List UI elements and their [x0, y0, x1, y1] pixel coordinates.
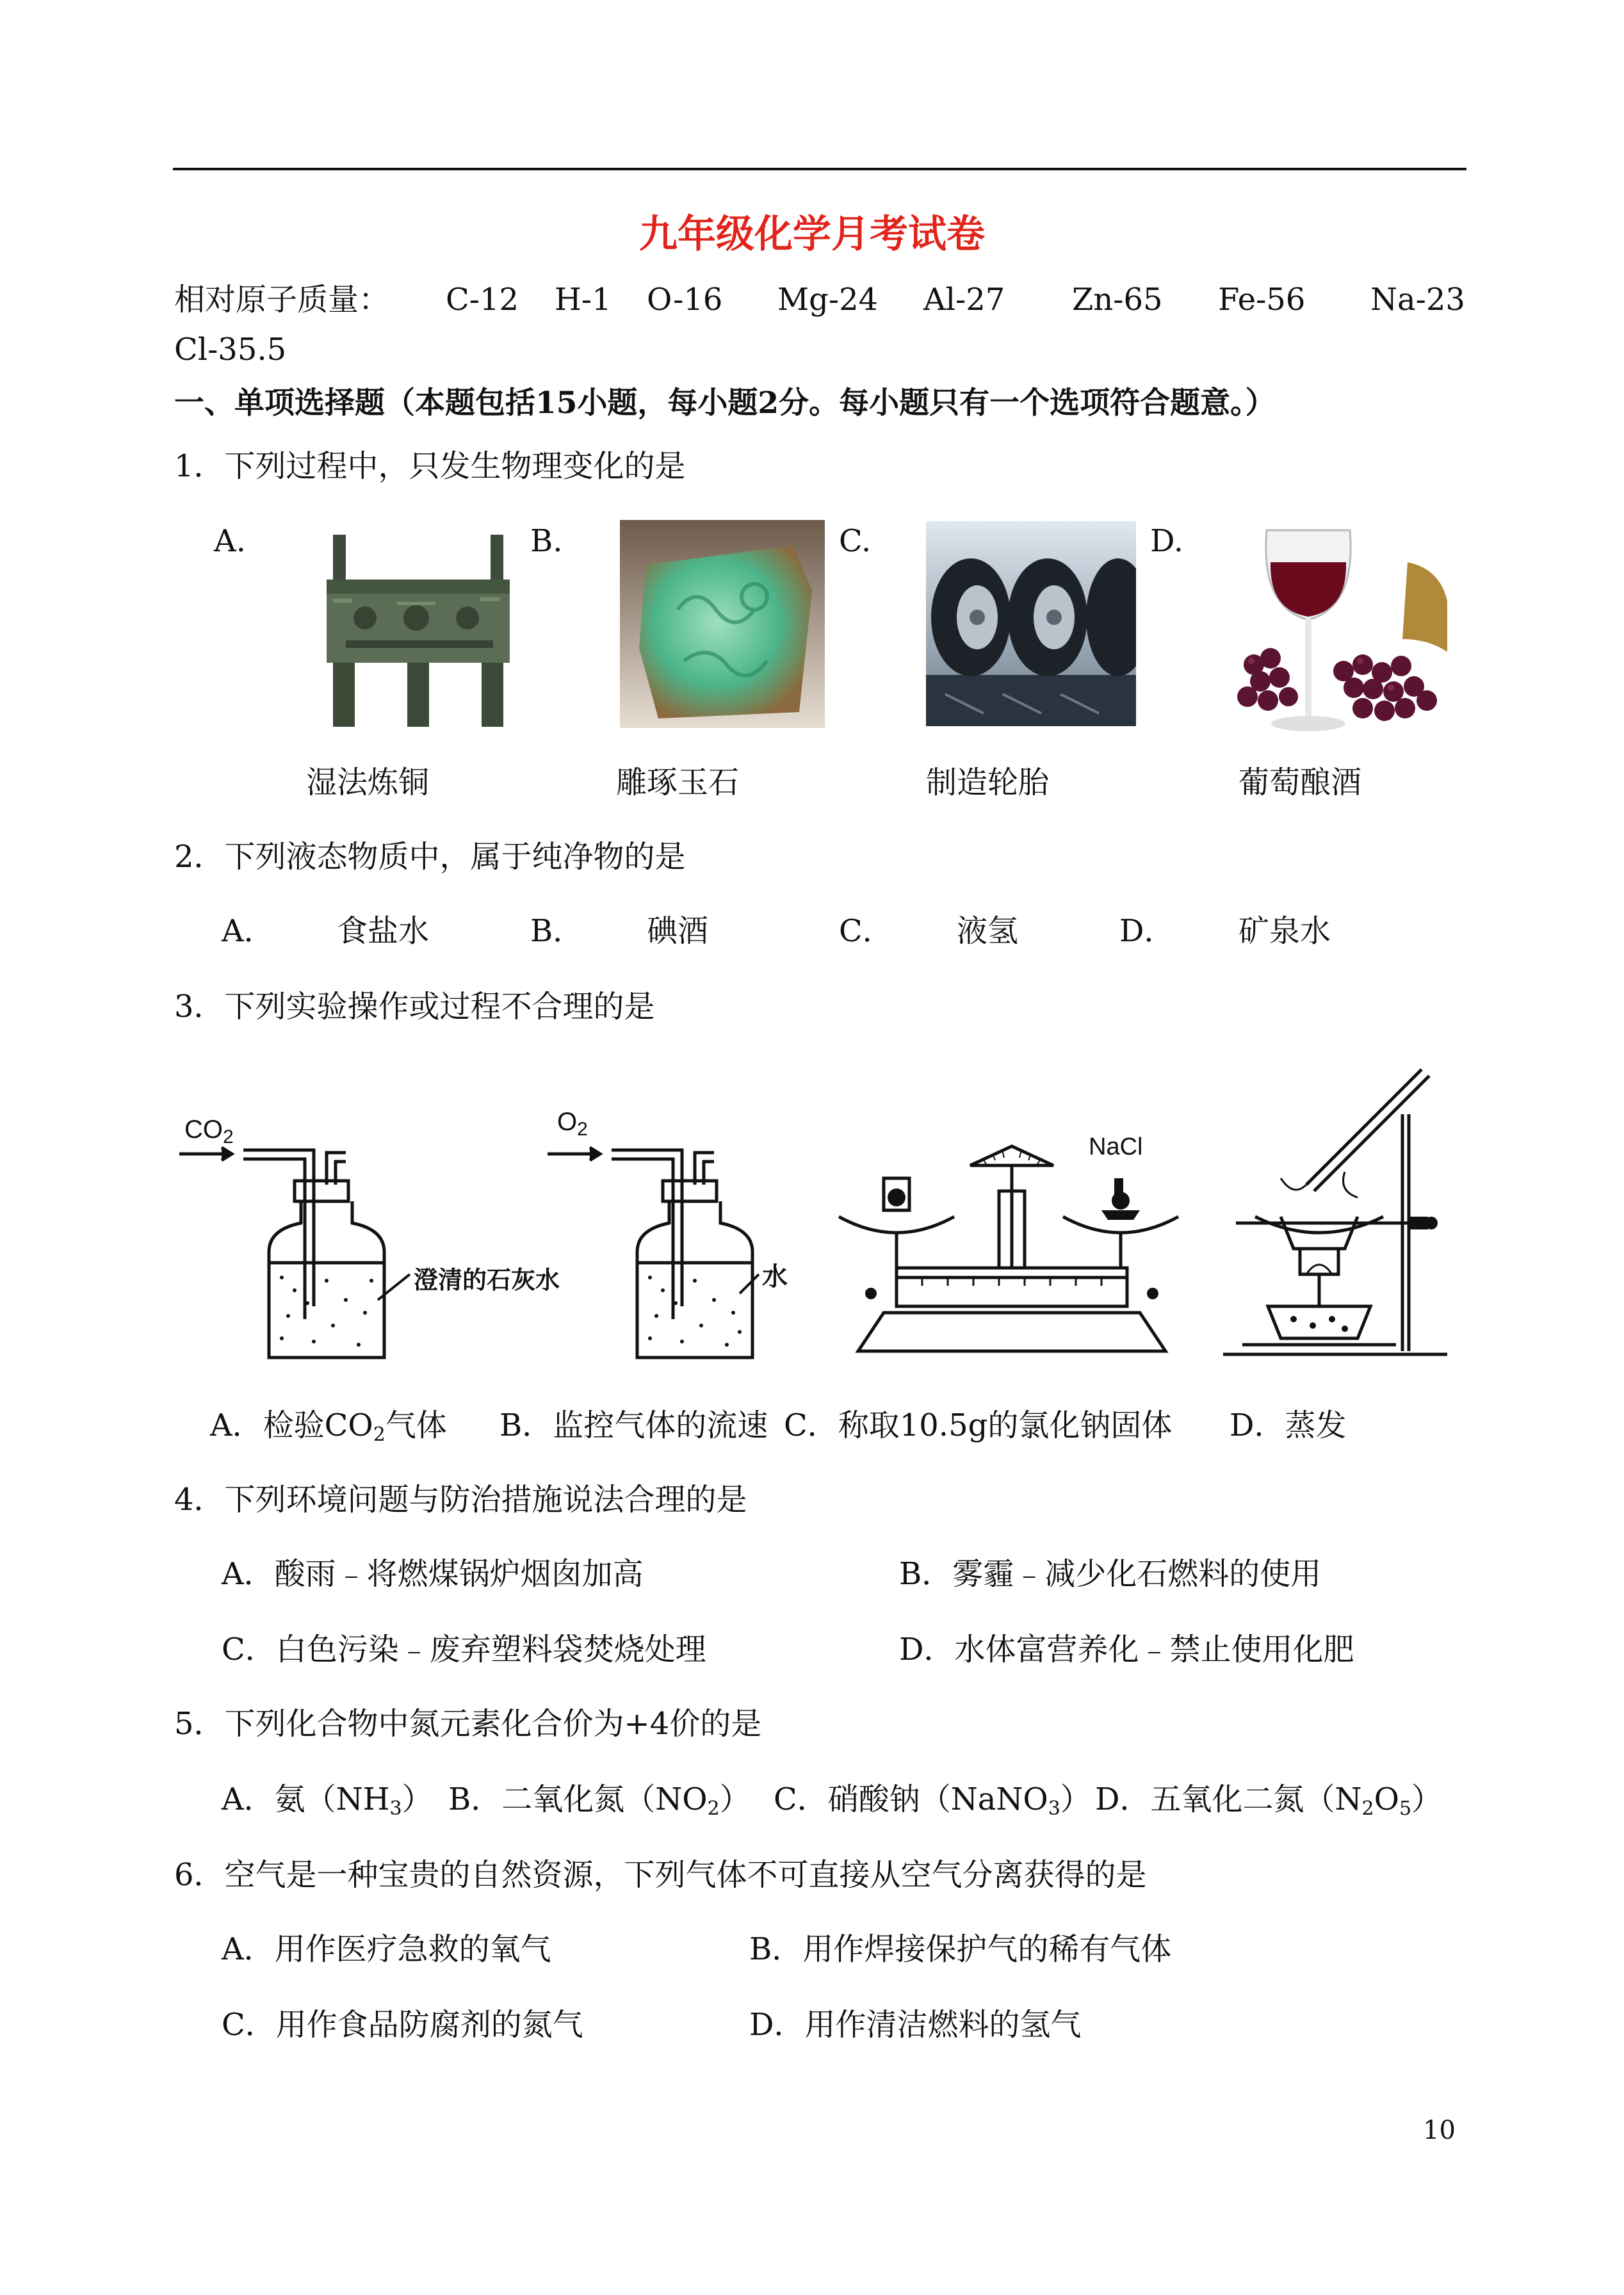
q6-option-d: D．用作清洁燃料的氢气 — [749, 2007, 1082, 2043]
q1-stem: 1．下列过程中，只发生物理变化的是 — [174, 448, 686, 484]
q5-option-b: B．二氧化氮$(NO_2)$ — [448, 1781, 751, 1820]
q1-caption-c: 制造轮胎 — [926, 765, 1050, 800]
jade-stone-image — [620, 520, 825, 728]
q5-stem: 5．下列化合物中氮元素化合价为+4价的是 — [174, 1706, 762, 1742]
atomic-mass-fe: Fe-56 — [1218, 282, 1306, 318]
atomic-mass-cl: Cl-35.5 — [174, 332, 287, 368]
atomic-mass-h: H-1 — [555, 282, 612, 318]
q2-option-a-text: 食盐水 — [337, 913, 430, 949]
q6-stem: 6．空气是一种宝贵的自然资源，下列气体不可直接从空气分离获得的是 — [174, 1857, 1147, 1893]
tires-image — [926, 521, 1136, 726]
q5-option-a: A．氨$(NH_3)$ — [222, 1781, 433, 1820]
q1-caption-a: 湿法炼铜 — [306, 765, 430, 800]
fig-co2-label: $CO_2$ — [184, 1115, 234, 1148]
q5-option-c: C．硝酸钠（NaNO$_3$） — [774, 1781, 1091, 1820]
q2-option-d-text: 矿泉水 — [1238, 913, 1331, 949]
fig-nacl-label: NaCl — [1089, 1133, 1143, 1160]
atomic-mass-c: C-12 — [446, 282, 519, 318]
q4-stem: 4．下列环境问题与防治措施说法合理的是 — [174, 1482, 747, 1518]
evaporation-apparatus — [1217, 1063, 1454, 1358]
q1-option-b-letter: B. — [530, 523, 563, 559]
q6-option-b: B．用作焊接保护气的稀有气体 — [749, 1931, 1172, 1967]
q1-option-c-letter: C. — [839, 523, 872, 559]
q4-option-a: A．酸雨﹣将燃煤锅炉烟囱加高 — [222, 1556, 644, 1592]
q5-option-d: D．五氧化二氮$(N_2O_5)$ — [1095, 1781, 1443, 1820]
atomic-mass-o: O-16 — [647, 282, 723, 318]
q2-option-c-letter: C． — [839, 913, 893, 949]
q4-option-b: B．雾霾﹣减少化石燃料的使用 — [899, 1556, 1322, 1592]
q2-option-d-letter: D． — [1119, 913, 1175, 949]
o2-water-apparatus — [548, 1114, 778, 1364]
exam-title: 九年级化学月考试卷 — [639, 212, 985, 257]
wine-grapes-image — [1235, 524, 1447, 735]
q4-option-c: C．白色污染﹣废弃塑料袋焚烧处理 — [222, 1632, 706, 1667]
q6-option-a: A．用作医疗急救的氧气 — [222, 1931, 551, 1967]
fig-water-label: 水 — [762, 1263, 788, 1291]
page-number: 10 — [1423, 2116, 1456, 2145]
q3-option-d: D．蒸发 — [1230, 1407, 1347, 1443]
header-rule — [173, 168, 1466, 170]
q2-option-b-text: 碘酒 — [647, 913, 709, 949]
fig-o2-label: $O_2$ — [557, 1108, 588, 1140]
atomic-mass-mg: Mg-24 — [777, 282, 879, 318]
q3-option-a: A．检验$CO_2$气体 — [210, 1407, 447, 1446]
section-heading: 一、单项选择题（本题包括15小题，每小题2分。每小题只有一个选项符合题意。） — [174, 385, 1276, 421]
q2-option-c-text: 液氢 — [957, 913, 1019, 949]
q6-option-c: C．用作食品防腐剂的氮气 — [222, 2007, 583, 2043]
atomic-mass-al: Al-27 — [923, 282, 1005, 318]
q1-caption-b: 雕琢玉石 — [616, 765, 740, 800]
q2-option-b-letter: B． — [530, 913, 584, 949]
q1-option-d-letter: D. — [1150, 523, 1184, 559]
q2-option-a-letter: A． — [222, 913, 275, 949]
atomic-mass-label: 相对原子质量： — [174, 282, 390, 318]
balance-scale-apparatus — [832, 1140, 1191, 1358]
atomic-mass-zn: Zn-65 — [1072, 282, 1163, 318]
q4-option-d: D．水体富营养化﹣禁止使用化肥 — [899, 1632, 1354, 1667]
atomic-mass-na: Na-23 — [1370, 282, 1465, 318]
co2-limewater-apparatus — [179, 1114, 551, 1364]
bronze-ding-image — [320, 522, 516, 728]
q2-stem: 2．下列液态物质中，属于纯净物的是 — [174, 839, 686, 875]
q3-stem: 3．下列实验操作或过程不合理的是 — [174, 989, 655, 1025]
q1-option-a-letter: A. — [214, 523, 246, 559]
q3-option-c: C．称取10.5g的氯化钠固体 — [784, 1407, 1173, 1443]
fig-limewater-label: 澄清的石灰水 — [414, 1267, 560, 1294]
q1-caption-d: 葡萄酿酒 — [1238, 765, 1362, 800]
q3-option-b: B．监控气体的流速 — [499, 1407, 768, 1443]
